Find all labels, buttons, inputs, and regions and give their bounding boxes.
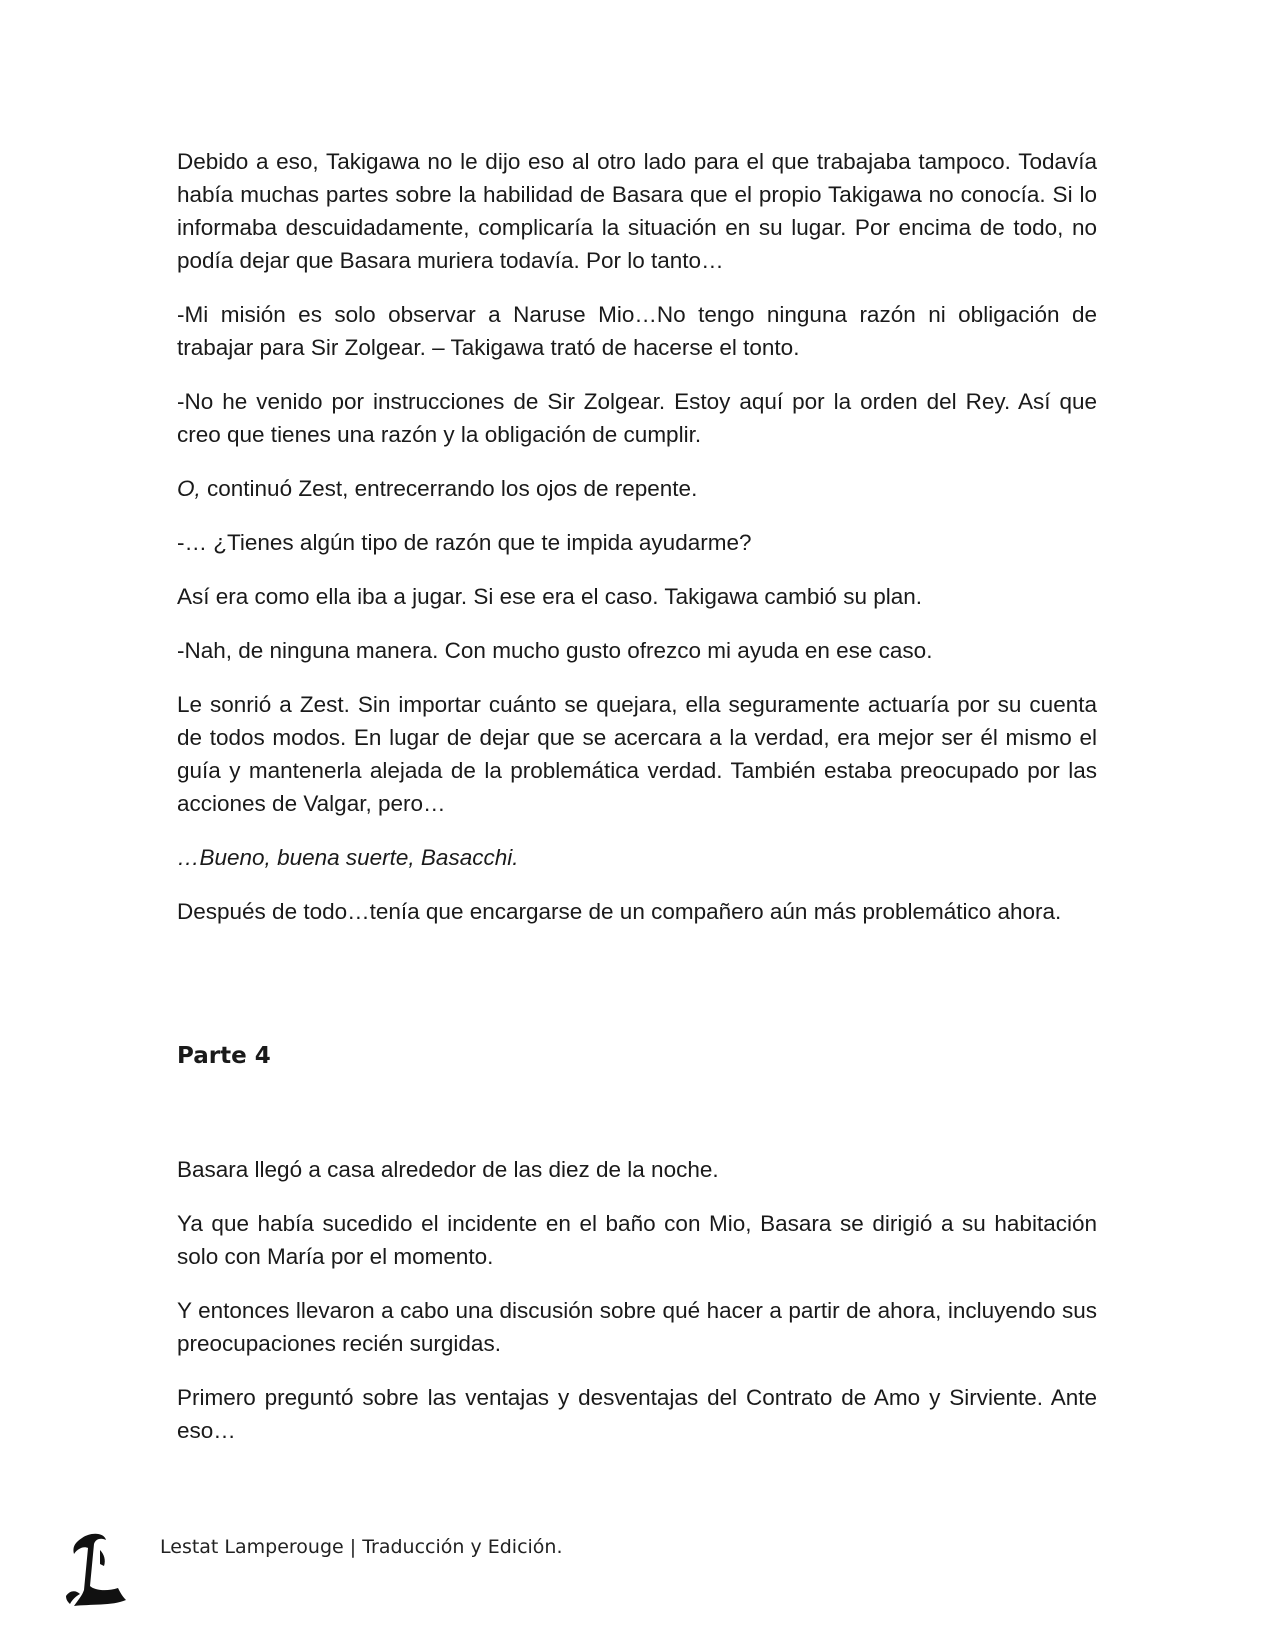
paragraph-text: continuó Zest, entrecerrando los ojos de repente. <box>200 476 698 501</box>
gothic-l-logo-icon <box>60 1530 130 1610</box>
paragraph: -No he venido por instrucciones de Sir Zolgear. Estoy aquí por la orden del Rey. Así que creo que tienes una razón y la obligación de cumplir. <box>177 389 1097 447</box>
paragraph <box>177 472 1097 505</box>
paragraph: -Nah, de ninguna manera. Con mucho gusto ofrezco mi ayuda en ese caso. <box>177 638 933 663</box>
document-body-part4 <box>177 1153 1097 1468</box>
paragraph: Primero preguntó sobre las ventajas y desventajas del Contrato de Amo y Sirviente. Ante eso… <box>177 1385 1097 1443</box>
paragraph: -… ¿Tienes algún tipo de razón que te impida ayudarme? <box>177 530 752 555</box>
paragraph: Ya que había sucedido el incidente en el baño con Mio, Basara se dirigió a su habitación solo con María por el momento. <box>177 1211 1097 1269</box>
paragraph: Y entonces llevaron a cabo una discusión sobre qué hacer a partir de ahora, incluyendo sus preocupaciones recién surgidas. <box>177 1298 1097 1356</box>
paragraph-italic: …Bueno, buena suerte, Basacchi. <box>177 845 519 870</box>
italic-text: O, <box>177 476 201 501</box>
page-footer <box>60 1530 760 1610</box>
document-body <box>177 145 1097 949</box>
paragraph: Así era como ella iba a jugar. Si ese era el caso. Takigawa cambió su plan. <box>177 584 922 609</box>
paragraph: Basara llegó a casa alrededor de las diez de la noche. <box>177 1157 719 1182</box>
paragraph: Le sonrió a Zest. Sin importar cuánto se quejara, ella seguramente actuaría por su cuenta de todos modos. En lugar de dejar que se acercara a la verdad, era mejor ser él mismo el guía y mantenerla alejada de la problemática verdad. También estaba preocupado por las acciones de Valgar, pero… <box>177 692 1097 816</box>
paragraph: Debido a eso, Takigawa no le dijo eso al otro lado para el que trabajaba tampoco. Todavía había muchas partes sobre la habilidad de Basara que el propio Takigawa no conocía. Si lo informaba descuidadamente, complicaría la situación en su lugar. Por encima de todo, no podía dejar que Basara muriera todavía. Por lo tanto… <box>177 149 1097 273</box>
paragraph: -Mi misión es solo observar a Naruse Mio…No tengo ninguna razón ni obligación de trabajar para Sir Zolgear. – Takigawa trató de hacerse el tonto. <box>177 302 1097 360</box>
footer-credit: Lestat Lamperouge | Traducción y Edición. <box>160 1536 563 1558</box>
paragraph: Después de todo…tenía que encargarse de un compañero aún más problemático ahora. <box>177 899 1062 924</box>
section-heading: Parte 4 <box>177 1043 271 1069</box>
